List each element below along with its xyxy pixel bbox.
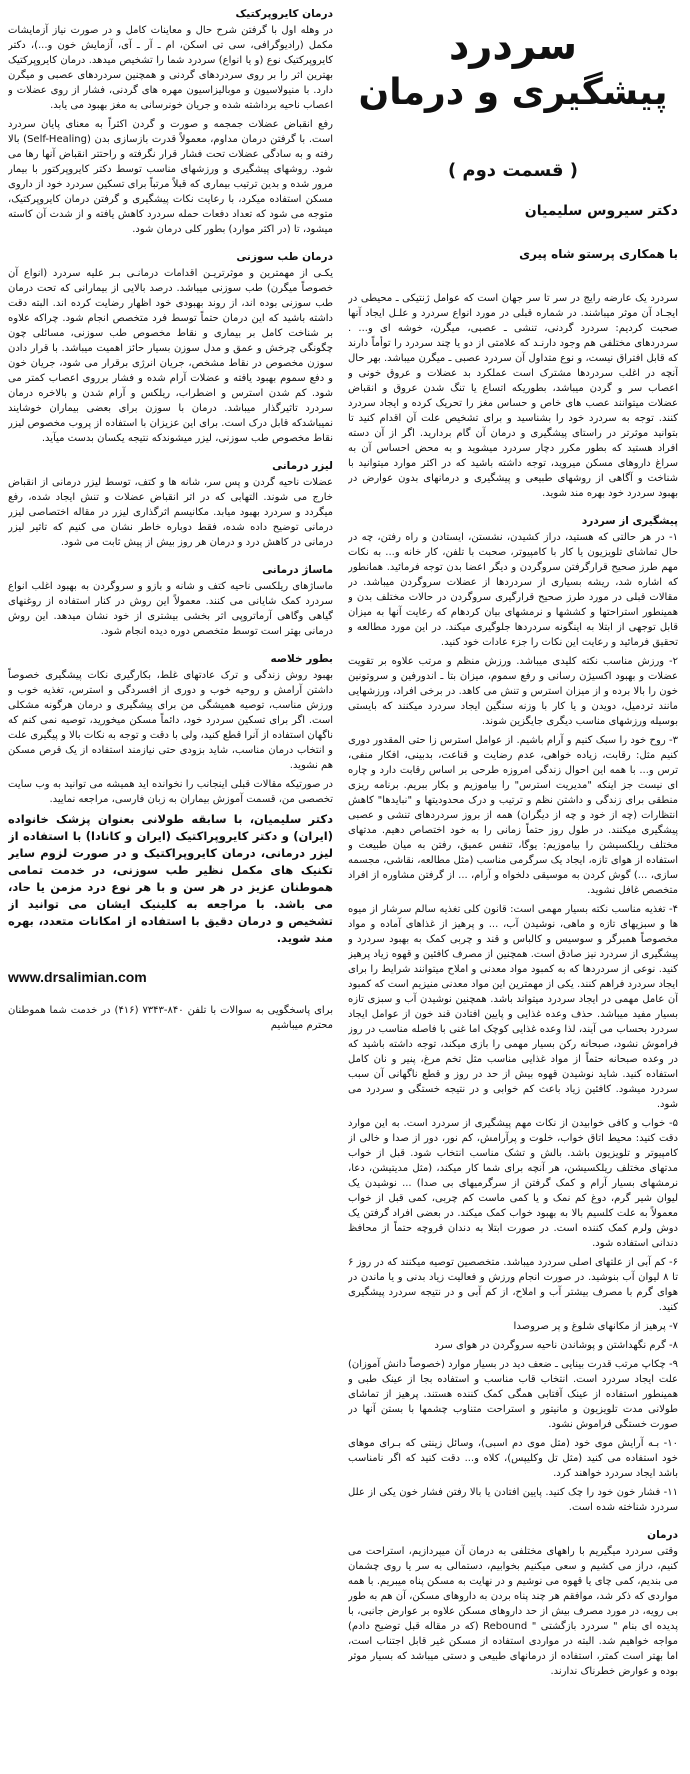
prevention-item: ۱- در هر حالتی که هستید، دراز کشیدن، نشستن، ایستادن و راه رفتن، چه در حال تماشای تلویزیون یا کار با کامپیوتر، صحبت با تلفن، کار خانه و... به نکات مهم طرز صحیح قرارگرفتن سروگردن و دیگر اعضا بدن توجه فرمائید. همانطور که اشاره شد، ریشه بسیاری از سردردها از عضلات سروگردن میباشد. در مقالات قبلی در مورد طرز صحیح قرارگیری سروگردن در حالات مختلف بدن و همینطور استراحتها و کششها و نرمشهای بیان کردهام که رعایت آنها به میزان قابل توجهی از ابتلا به اینگونه سردردها جلوگیری میکند. در این مورد مطالعه و تحقیق فرمائید و رعایت این نکات را جزء عادات خود کنید. <box>348 532 678 648</box>
intro-paragraph: سردرد یک عارضه رایج در سر تا سر جهان است که عوامل ژنتیکی ـ محیطی در ایجـاد آن موثر میباشند. در شماره قبلی در مورد انواع سردرد و علـل ایجاد آنها صحبت کردیم: سردرد گردنی، تنشی ـ عصبی، میگرن، خوشه ای و... . سردردهای مختلفی هم وجود دارنـد که علامتی از دو یا چند سردرد را توأماً دارند که قابل افتراق نیست، و نوع متداول آن سردرد عصبی ـ میگرن میباشد. بهر حال آنچه در اغلب سردردها مشترک است عملکرد بد عضلات و عروق خونی و اعصاب سر و گردن میباشد، بطوریکه اتساع یا تنگ شدن عروق و انقباض عضلات میتوانند عصب های خاص و حساس مغز را تحریک کرده و ایجاد سردرد کنند. توجه به سردرد خود را بشناسید و برای تشخیص علت آن اقدام کنید تا بتوانید موثرتر در راستای پیشگیری و درمان آن گام بردارید. اگر از آن دسته افراد هستید که بطور مکرر دچار سردرد میشوید و به محض احساس آن به سراغ داروهای مسکن میروید، توجه داشته باشید که در اکثر موارد میتوانید با شناخت و آگاهی از روشهای طبیعی و پیشگیری و درمانهای بدون عوارض در بهبود سردرد خود بهره مند شوید. <box>348 293 678 499</box>
prevention-item: ۴- تغذیه مناسب نکته بسیار مهمی است: قانون کلی تغذیه سالم سرشار از میوه ها و سبزیهای تازه و ماهی، نوشیدن آب، ... و پرهیز از غذاهای آماده و مواد مخصوصاً همبرگر و سوسیس و کالباس و قند و چربی کمک به بهبود سردرد و پیشگیری از سردرد نیز صادق است. همچنین از مصرف کافئین و قهوه زیاد پرهیز کنید. نوعی از سردردها که به کمبود مواد معدنی و املاح میتوانند شرایط را برای ایجاد سردرد فراهم کنند. یکی از مهمترین این مواد معدنی منیزیم است که کمبود آن عامل مهمی در ایجاد سردرد میتواند باشد. همچنین نوشیدن آب و سبزی تازه بسیار مفید میباشد. حذف وعده غذایی و پایین افتادن قند خون از عوامل ایجاد سردرد بحساب می آیند، لذا وعده غذایی کوچک اما غنی با فاصله مناسب در روز فراموش نشود، صبحانه رکن بسیار مهمی را بازی میکند، توجه داشته باشید که در وعده صبحانه حتماً از مواد غذایی مناسب مثل تخم مرغ، پنیر و نان کامل استفاده کنید. شاید نوشیدن قهوه بیش از حد در روز و قطع ناگهانی آن سبب سردرد میشود. کافئین زیاد باعث کم خوابی و در نتیجه خستگی و سردرد می شود. <box>348 904 678 1110</box>
prevention-item: ۸- گرم نگهداشتن و پوشاندن ناحیه سروگردن در هوای سرد <box>434 1340 678 1351</box>
treatment-paragraph: وقتی سردرد میگیریم با راههای مختلفی به درمان آن میپردازیم، استراحت می کنیم، دراز می کشیم و سعی میکنیم بخوابیم، دستمالی به سر یا روی چشمان می بندیم، کمی چای یا قهوه می نوشیم و در نهایت به مسکن پناه میبریم. با همه مواردی که ذکر شد، موافقم هر چند پناه بردن به داروهای مسکن، آن هم به طور بی رویه، در مورد مصرف بیش از حد داروهای مسکن علاوه بر عوارض جانبی، با پدیده ای بنام " سردرد بازگشتی " Rebound (که در مقاله قبل توضیح دادم) مواجه خواهیم شد. البته در مواردی استفاده از مسکن غیر قابل اجتناب است، اما بهتر است کمتر، استفاده از درمانهای طبیعی و دستی میباشد که بسیار موثر بوده و عوارض خطرناک ندارند. <box>348 1546 678 1677</box>
prevention-item: ۳- روح خود را سبک کنیم و آرام باشیم. از عوامل استرس زا حتی المقدور دوری کنیم مثل: رقابت، زیاده خواهی، عدم رضایت و قناعت، بدبینی، افکار منفی، ترس و... با همه این احوال زندگی امروزه طرحی بر اساس رقابت دارد و چاره ای نیست جز اینکه "مدیریت استرس" را بیاموزیم و بکار ببریم. برنامه ریزی منطقی برای زندگی و داشتن نظم و ترتیب و درک محدودیتها و "نبایدها" کاهش انتظارات (چه از خود و چه از دیگران) همه از بروز سردردهای تنشی و عصبی پیشگیری میکنند. در طول روز حتماً زمانی را به خود اختصاص دهیم. مدتهای مختلف ریلکسیشن را بیاموزیم: یوگا، تنفس عمیق، رفتن به میان طبیعت و استفاده از هوای تازه، ایجاد یک سرگرمی مناسب (مثل مطالعه، نقاشی، مجسمه سازی، ...) گوش کردن به موسیقی دلخواه و آرام، ... از گرفتن مشاوره از افراد متخصص غافل نشوید. <box>348 735 678 896</box>
summary-heading: بطور خلاصه <box>270 653 333 665</box>
treatment-heading: درمان <box>647 1529 678 1541</box>
massage-paragraph: ماساژهای ریلکسی ناحیه کتف و شانه و بازو و سروگردن به بهبود اغلب انواع سردرد کمک شایانی می کنند. معمولاً این روش در کنار استفاده از روغنهای گیاهی وگاهی آرماتروپی اثر بخشی بیشتری از خود نشان میدهد. این روش درمانی بهتر است توسط متخصص دوره دیده انجام شود. <box>8 581 333 637</box>
prevention-item: ۱۱- فشار خون خود را چک کنید. پایین افتادن یا بالا رفتن فشار خون یکی از علل سردرد شناخته شده است. <box>348 1487 678 1513</box>
article-title: سردرد <box>448 23 578 69</box>
laser-heading: لیزر درمانی <box>272 460 333 472</box>
contact-info: برای پاسخگویی به سوالات با تلفن ۸۴۰-۷۳۴۳ (۴۱۶) در خدمت شما هموطنان محترم میباشیم <box>8 1005 333 1031</box>
article-part: ( قسمت دوم ) <box>447 160 579 181</box>
prevention-item: ۵- خواب و کافی خوابیدن از نکات مهم پیشگیری از سردرد است. به این موارد دقت کنید: محیط اتاق خواب، خلوت و پرآرامش، کم نور، دور از صدا و خالی از کامپیوتر و تلویزیون باشد. بالش و تشک مناسب انتخاب شود. قبل از خواب مدتهای مختلف ریلکسیشن، هر آنچه برای شما کار میکند، (مثل مدیتیشن، دعا، نرمشهای بسیار آرام و کمک گرفتن از سرگرمیهای بی صدا) ... نوشیدن یک لیوان شیر گرم، دوغ کم نمک و یا کمی ماست کم چربی، کمی قبل از خواب معمولاً به علت کلسیم بالا به بهبود خواب کمک میکند. در بعضی افراد گرفتن یک دوش ولرم کمک کننده است. در صورت ابتلا به دندان قروچه حتماً از محافظ دندانی استفاده شود. <box>348 1118 678 1249</box>
chiro-paragraph: رفع انقباض عضلات جمجمه و صورت و گردن اکثراً به معنای پایان سردرد است. با گرفتن درمان مداوم، معمولاً قدرت بازسازی بدن (Self-Healing) بالا رفته و به سادگی عضلات تحت فشار قرار نگرفته و راحتتر انقباض آنها رها می شود. روشهای پیشگیری و ورزشهای مناسب توسط دکتر کایروپرکتور با بیمار مرور شده و بدین ترتیب بیماری که قبلاً مرتباً برای تسکین سردرد خود از داروی مسکن استفاده میکرد، با رعایت نکات پیشگیری و گرفتن درمان کایروپرکتیک، متوجه می شود که تعداد دفعات حمله سردرد کاهش یافته و از شدت آن کاسته میشود، تا (در اکثر موارد) بطور کلی درمان شود. <box>8 119 333 235</box>
acupuncture-paragraph: یکـی از مهمترین و موثرتریـن اقدامات درمانـی بـر علیه سردرد (انواع آن خصوصاً میگرن) طب سوزنی میباشد. درصد بالایی از بیمارانی که تحت درمان طب سوزنی بوده اند، از روند بهبودی خود اظهار رضایت کرده اند. البته دقت داشته باشید که این درمان حتماً توسط فرد متخصص انجام شود. چراکه علاوه بر شناخت کامل بر بیماری و نقاط مخصوص طب سوزنی، مسائلی چون چگونگی چرخش و عمق و مدل سوزن بسیار حائز اهمیت میباشد. با قرار دادن سوزن مخصوص در نقاط مشخص، جریان انرژی برقرار می شود، جریان خون و دفع سموم بهبود یافته و عضلات آرام شده و فشار برروی اعصاب کمتر می شود. کم شدن استرس و اضطراب، ریلکس و آرام شدن و بالاخره درمان سردرد تاثیرگذار میباشد. درمان با سوزن برای بعضی بیماران خوشایند نمیباشدکه قابل درک است. برای این عزیزان با استفاده از پروب مخصوص لیزر نقاط مخصوص طب سوزنی، لیزر میشوندکه نتیجه یکسان بدست میآید. <box>8 268 333 444</box>
prevention-heading: پیشگیری از سردرد <box>581 515 678 527</box>
summary-paragraph: بهبود روش زندگی و ترک عادتهای غلط، بکارگیری نکات پیشگیری خصوصاً داشتن آرامش و روحیه خوب و دوری از افسردگی و استرس، تغذیه خوب و ورزش مناسب، توصیه همیشگی من برای پیشگیری و درمان هرگونه مشکلی است. اگر برای تسکین سردرد خود، دائماً مسکن میخورید، توصیه نمی کنم که ناگهان استفاده از آنرا قطع کنید، ولی با دقت و توجه به نکات بالا و پیگیری علت و انتخاب درمان مناسب، شاید بزودی حتی نیازمند استفاده از یک قرص مسکن هم نشوید. <box>8 670 333 771</box>
acupuncture-heading: درمان طب سوزنی <box>236 251 333 263</box>
prevention-item: ۲- ورزش مناسب نکته کلیدی میباشد. ورزش منظم و مرتب علاوه بر تقویت عضلات و بهبود اکسیژن رسانی و رفع سموم، میزان بتا ـ اندورفین و سروتونین خون را بالا برده و از میزان استرس و تنش می کاهد. در برخی افراد، ورزشهایی مانند تردمیل، دویدن و یا کار با وزنه سنگین ایجاد سردرد میکنند که بایستی بوسیله ورزشهای مناسب دیگری جایگزین شوند. <box>348 656 678 727</box>
left-column <box>8 8 333 1768</box>
article-author: دکتر سیروس سلیمیان <box>524 203 678 219</box>
prevention-item: ۹- چکاپ مرتب قدرت بینایی ـ ضعف دید در بسیار موارد (خصوصاً دانش آموزان) علت ایجاد سردرد است. انتخاب قاب مناسب و استفاده بجا از عینک طبی و همینطور استفاده از عینک آفتابی همگی کمک کننده هستند. پرهیز از تماشای طولانی مدت تلویزیون و مانیتور و استراحت متناوب چشمها با بستن آنها در صورت خستگی فراموش نشود. <box>348 1359 678 1430</box>
prevention-item: ۶- کم آبی از علتهای اصلی سردرد میباشد. متخصصین توصیه میکنند که در روز ۶ تا ۸ لیوان آب بنوشید. در صورت انجام ورزش و فعالیت زیاد بدنی و یا ماندن در هوای گرم با مصرف بیشتر آب و املاح، از کم آبی و در نتیجه سردرد پیشگیری کنید. <box>348 1257 678 1313</box>
chiro-heading: درمان کایروپرکتیک <box>235 8 333 20</box>
chiro-paragraph: در وهله اول با گرفتن شرح حال و معاینات کامل و در صورت نیاز آزمایشات مکمل (رادیوگرافی، سی تی اسکن، ام ـ آر ـ آی، آزمایش خون و...)، دکتر کایروپرکتیک نوع (و یا انواع) سردرد شما را تشخیص میدهد. درمان کایروپرکتیک بهترین اثر را بر روی سردردهای گردنی و همچنین سردردهای عصبی و میگرن دارد. با منیولاسیون و موبالیزاسیون مهره های گردنی، فشار از روی عضلات و اعصاب ناحیه برداشته شده و جریان خونرسانی به مغز بهبود می یابد. <box>8 25 333 111</box>
laser-paragraph: عضلات ناحیه گردن و پس سر، شانه ها و کتف، توسط لیزر درمانی از انقباض خارج می شوند. التهابی که در اثر انقباض عضلات و تنش ایجاد شده، رفع میگردد و سردرد بهبود میابد. مکانیسم اثرگذاری لیزر در مقاله اختصاصی لیزر درمانی توضیح داده شده، فقط دوباره خاطر نشان می کنیم که تاثیر لیزر درمانی در کاهش درد و درمان هر روز بیش از پیش ثابت می شود. <box>8 477 333 548</box>
prevention-item: ۱۰- بـه آرایش موی خود (مثل موی دم اسبی)، وسائل زینتی که بـرای موهای خود استفاده می کنید (مثل تل وکلیپس)، کلاه و... دقت کنید که اگر نامناسب باشد ایجاد سردرد خواهند کرد. <box>348 1438 678 1479</box>
summary-paragraph: در صورتیکه مقالات قبلی اینجانب را نخوانده اید همیشه می توانید به وب سایت تخصصی من، قسمت آموزش بیماران به زبان فارسی، مراجعه نمایید. <box>8 779 333 805</box>
article-subtitle: پیشگیری و درمان <box>358 72 668 113</box>
right-column <box>348 8 678 1768</box>
website-link[interactable]: www.drsalimian.com <box>8 969 147 985</box>
article-coauthor: با همکاری پرستو شاه پیری <box>519 247 678 261</box>
massage-heading: ماساژ درمانی <box>262 564 333 576</box>
bio-paragraph: دکتر سلیمیان، با سابقه طولانی بعنوان پزشک خانواده (ایران) و دکتر کایروپراکتیک (ایران و کانادا) با استفاده از لیزر درمانی، درمان کایروپراکتیک و در صورت لزوم سایر تکنیک های مکمل نظیر طب سوزنی، در خدمت تمامی هموطنان عزیز در هر سن و با هر نوع درد مزمن یا حاد، می باشد. با مراجعه به کلینیک ایشان می توانید از تشخیص و درمان دقیق با استفاده از امکانات متعدد، بهره مند شوید. <box>8 812 333 945</box>
prevention-item: ۷- پرهیز از مکانهای شلوغ و پر صروصدا <box>513 1321 678 1332</box>
